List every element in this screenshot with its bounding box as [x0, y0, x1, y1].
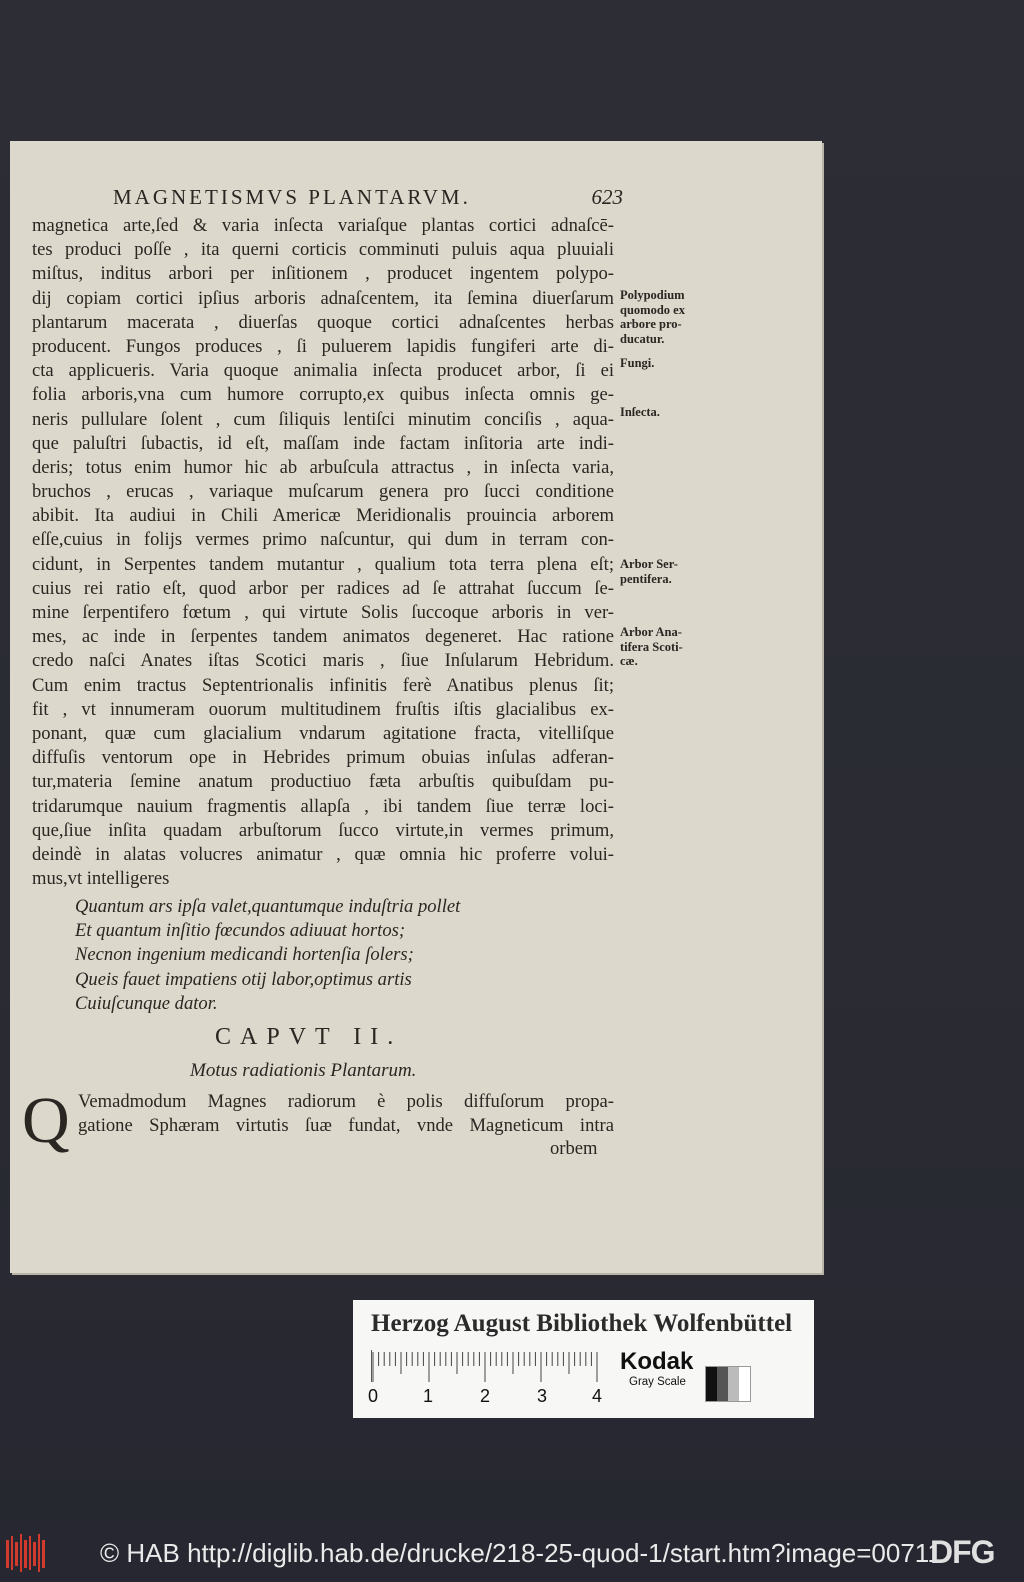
text-line: que paluſtri ſubactis, id eſt, maſſam inde factam inſitoria arte indi- — [32, 432, 614, 454]
text-line: abibit. Ita audiui in Chili Americæ Meridionalis prouincia arborem — [32, 505, 614, 527]
text-line: gatione Sphæram virtutis ſuæ fundat, vnde Magneticum intra — [78, 1115, 614, 1137]
running-head — [113, 185, 623, 215]
opening-paragraph — [78, 1090, 614, 1138]
gray-scale-swatch — [705, 1366, 751, 1402]
ruler-number: 0 — [368, 1386, 379, 1406]
margin-note-fungi: Fungi. — [620, 356, 655, 370]
text-line: Cuiuſcunque dator. — [75, 992, 218, 1014]
text-line: tridarumque nauium fragmentis allapſa , ibi tandem ſiue terræ loci- — [32, 795, 614, 817]
ruler-number: 1 — [423, 1386, 434, 1406]
dfg-logo: DFG — [930, 1534, 995, 1570]
text-line: Et quantum inſitio fœcundos adiuuat hortos; — [75, 920, 406, 942]
text-line: diffuſis ventorum ope in Hebrides primum obuias inſulas adferan- — [32, 747, 614, 769]
text-line: dij copiam cortici ipſius arboris adnaſcentem, ita ſemina diuerſarum — [32, 287, 614, 309]
text-line: que,ſiue inſita quadam arbuſtorum ſucco virtute,in vermes primum, — [32, 819, 614, 841]
text-line: fit , vt innumeram ouorum multitudinem fruſtis iſtis glacialibus ex- — [32, 698, 614, 720]
text-line: credo naſci Anates iſtas Scotici maris , ſiue Inſularum Hebridum. — [32, 650, 614, 672]
catchword: orbem — [550, 1138, 598, 1159]
margin-note-arbor-anatifera: Arbor Ana- tifera Scoti- cæ. — [620, 625, 683, 668]
text-line: Quantum ars ipſa valet,quantumque induſtria pollet — [75, 896, 461, 917]
text-line: ponant, quæ cum glacialium vndarum agitatione fracta, vitelliſque — [32, 722, 614, 744]
library-color-card — [353, 1300, 814, 1418]
text-line: mine ſerpentifero fœtum , qui virtute Solis ſuccoque arboris in ver- — [32, 602, 614, 623]
text-line: tes produci poſſe , ita querni corticis comminuti puluis aqua pluuiali — [32, 239, 614, 261]
library-name: Herzog August Bibliothek Wolfenbüttel — [371, 1310, 793, 1337]
text-line: deindè in alatas volucres animatur , quæ omnia hic proferre volui- — [32, 843, 614, 865]
kodak-logo: Kodak — [620, 1348, 694, 1375]
text-line: Cum enim tractus Septentrionalis infinitis ferè Anatibus plenus ſit; — [32, 674, 614, 696]
text-line: Vemadmodum Magnes radiorum è polis diffuſorum propa- — [78, 1091, 614, 1112]
margin-note-polypodium: Polypodium quomodo ex arbore pro- ducatur. — [620, 288, 685, 346]
verse-quotation — [75, 895, 535, 1016]
ruler-number: 4 — [592, 1386, 603, 1406]
text-line: tur,materia ſemine anatum productiuo fæta arbuſtis quibuſdam pu- — [32, 771, 614, 793]
text-line: Queis fauet impatiens otij labor,optimus artis — [75, 968, 412, 990]
text-line: magnetica arte,ſed & varia inſecta variaſque plantas cortici adnaſcē- — [32, 215, 614, 236]
page-number: 623 — [591, 185, 623, 209]
text-line: producent. Fungos produces , ſi puluerem lapidis fungiferi arte di- — [32, 335, 614, 357]
chapter-subtitle: Motus radiationis Plantarum. — [190, 1060, 417, 1081]
text-line: deris; totus enim humor hic ab arbuſcula attractus , in inſecta varia, — [32, 456, 614, 478]
text-line: cta applicueris. Varia quoque animalia inſecta producet arbor, ſi ei — [32, 360, 614, 382]
ruler-scale-icon — [371, 1350, 603, 1384]
margin-note-arbor-serpentifera: Arbor Ser- pentifera. — [620, 557, 678, 586]
text-line: mus,vt intelligeres — [32, 868, 170, 890]
text-line: miſtus, inditus arbori per inſitionem , producet ingentem polypo- — [32, 263, 614, 285]
text-line: cidunt, in Serpentes tandem mutantur , qualium tota terra plena eſt; — [32, 553, 614, 575]
margin-note-insecta: Inſecta. — [620, 405, 660, 419]
ruler — [368, 1350, 603, 1406]
hab-logo-icon — [6, 1534, 46, 1572]
text-line: mes, ac inde in ſerpentes tandem animatos degeneret. Hac ratione — [32, 626, 614, 648]
running-head-title: MAGNETISMVS PLANTARVM. — [113, 185, 471, 209]
text-line: bruchos , erucas , variaque muſcarum genera pro ſucci conditione — [32, 481, 614, 503]
gray-scale-label: Gray Scale — [629, 1376, 686, 1388]
text-line: cuius rei ratio eſt, quod arbor per radices ad ſe attrahat ſuccum ſe- — [32, 577, 614, 599]
ruler-number: 3 — [537, 1386, 548, 1406]
source-url: © HAB http://diglib.hab.de/drucke/218-25-quod-1/start.htm?image=00711 — [100, 1538, 942, 1568]
chapter-heading: CAPVT II. — [215, 1024, 403, 1050]
body-text — [32, 214, 614, 891]
text-line: neris pullulare ſolent , cum ſiliquis lentiſci minutim conciſis , aqua- — [32, 408, 614, 430]
drop-cap: Q — [22, 1084, 70, 1157]
text-line: plantarum macerata , diuerſas quoque cortici adnaſcentes herbas — [32, 311, 614, 333]
ruler-number: 2 — [480, 1386, 491, 1406]
footer-bar — [0, 1522, 1024, 1582]
text-line: Necnon ingenium medicandi hortenſia ſolers; — [75, 944, 414, 966]
text-line: eſſe,cuius in folijs vermes primo naſcuntur, qui dum in terram con- — [32, 529, 614, 551]
text-line: folia arboris,vna cum humore corrupto,ex quibus inſecta omnis ge- — [32, 384, 614, 406]
